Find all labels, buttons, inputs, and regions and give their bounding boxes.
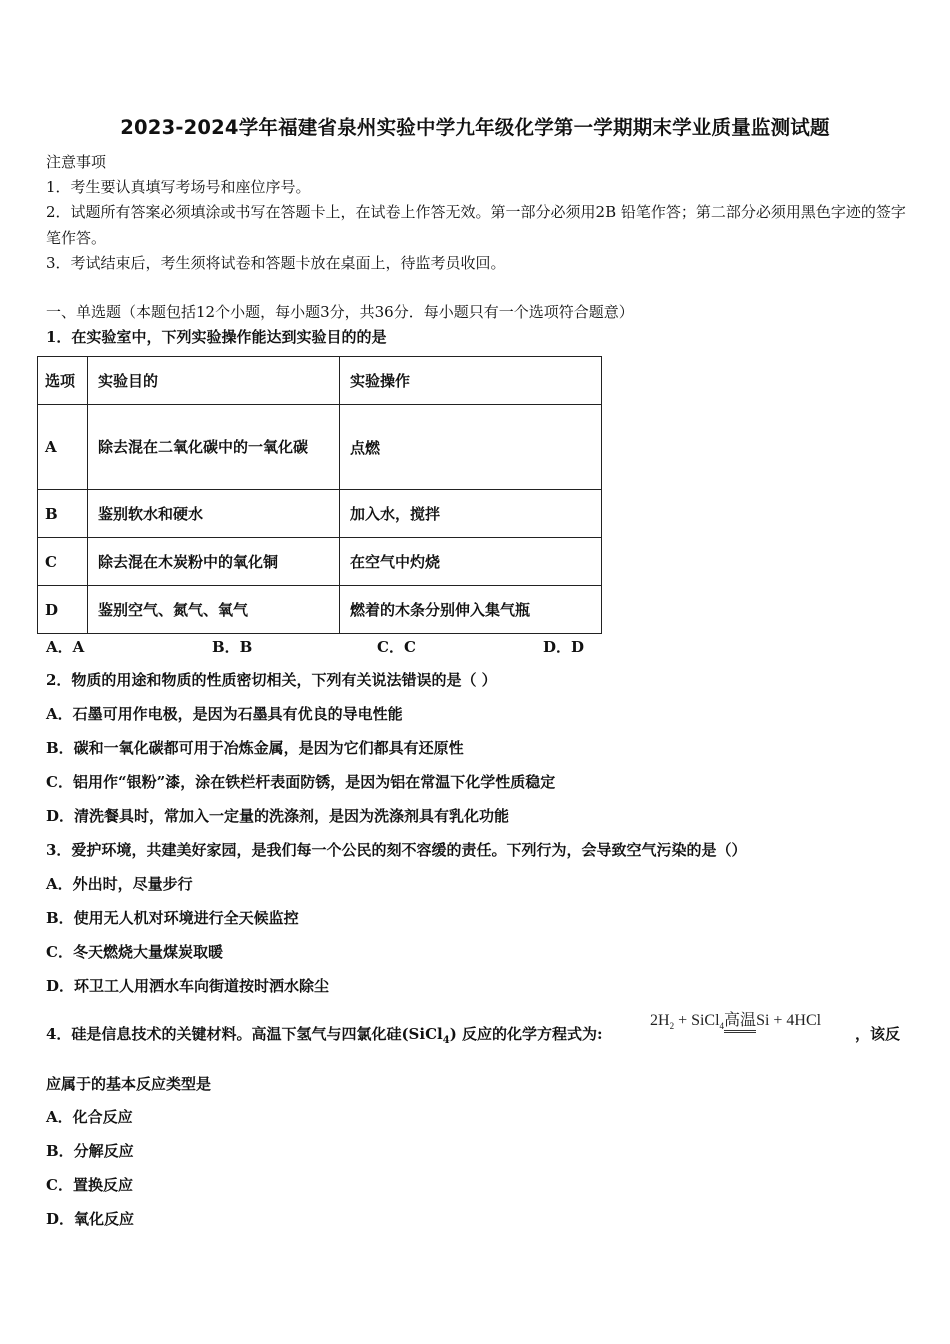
q2-option-d[interactable]: D．清洗餐具时，常加入一定量的洗涤剂，是因为洗涤剂具有乳化功能 <box>46 807 510 825</box>
q2-option-c[interactable]: C．铝用作“银粉”漆，涂在铁栏杆表面防锈，是因为铝在常温下化学性质稳定 <box>46 773 556 791</box>
q1-choices <box>46 636 606 656</box>
table-row <box>38 538 602 586</box>
q4-option-c[interactable]: C．置换反应 <box>46 1176 133 1194</box>
table-cell: 鉴别空气、氮气、氧气 <box>88 586 340 634</box>
q1-choice-d[interactable]: D．D <box>543 638 585 656</box>
q4-option-d[interactable]: D．氧化反应 <box>46 1210 135 1228</box>
table-cell: C <box>38 538 88 586</box>
q1-choice-a[interactable]: A．A <box>46 638 85 656</box>
table-header-cell: 实验操作 <box>340 357 602 405</box>
table-row <box>38 586 602 634</box>
q1-table <box>37 356 602 634</box>
table-header-cell: 选项 <box>38 357 88 405</box>
table-cell: 加入水，搅拌 <box>340 490 602 538</box>
q2-option-b[interactable]: B．碳和一氧化碳都可用于冶炼金属，是因为它们都具有还原性 <box>46 739 464 757</box>
table-cell: D <box>38 586 88 634</box>
q1-choice-b[interactable]: B．B <box>212 638 253 656</box>
table-row <box>38 490 602 538</box>
q4-option-b[interactable]: B．分解反应 <box>46 1142 134 1160</box>
chemical-equation: $2H_2$ + SiCl$_4$高温Si + 4HCl <box>650 1012 822 1032</box>
q4-stem: 4．硅是信息技术的关键材料。高温下氢气与四氯化硅(SiCl$_4$) 反应的化学方程式为: <box>46 1025 603 1046</box>
notes-heading: 注意事项 <box>46 153 107 171</box>
table-header-row <box>38 357 602 405</box>
q2-stem: 2．物质的用途和物质的性质密切相关，下列有关说法错误的是（ ） <box>46 671 497 689</box>
table-cell: 除去混在木炭粉中的氧化铜 <box>88 538 340 586</box>
table-cell: A <box>38 405 88 490</box>
table-row <box>38 405 602 490</box>
table-header-cell: 实验目的 <box>88 357 340 405</box>
q4-stem-line2: 应属于的基本反应类型是 <box>46 1075 212 1093</box>
section-heading: 一、单选题（本题包括12个小题，每小题3分，共36分．每小题只有一个选项符合题意） <box>46 303 634 321</box>
table-cell: 在空气中灼烧 <box>340 538 602 586</box>
page-title: 2023-2024学年福建省泉州实验中学九年级化学第一学期期末学业质量监测试题 <box>120 116 830 139</box>
note-item-3: 3．考试结束后，考生须将试卷和答题卡放在桌面上，待监考员收回。 <box>46 254 506 272</box>
q3-option-d[interactable]: D．环卫工人用洒水车向街道按时洒水除尘 <box>46 977 330 995</box>
note-item-1: 1．考生要认真填写考场号和座位序号。 <box>46 178 311 196</box>
table-cell: 点燃 <box>340 405 602 490</box>
table-cell: 鉴别软水和硬水 <box>88 490 340 538</box>
q3-stem: 3．爱护环境，共建美好家园，是我们每一个公民的刻不容缓的责任。下列行为，会导致空气污染的是（） <box>46 841 747 859</box>
note-item-2: 2．试题所有答案必须填涂或书写在答题卡上，在试卷上作答无效。第一部分必须用2B 铅笔作答；第二部分必须用黑色字迹的签字笔作答。 <box>46 203 906 247</box>
q4-stem-tail: ，该反 <box>855 1025 901 1043</box>
q3-option-c[interactable]: C．冬天燃烧大量煤炭取暖 <box>46 943 223 961</box>
table-cell: 燃着的木条分别伸入集气瓶 <box>340 586 602 634</box>
q4-option-a[interactable]: A．化合反应 <box>46 1108 133 1126</box>
q1-choice-c[interactable]: C．C <box>377 638 416 656</box>
table-cell: B <box>38 490 88 538</box>
q3-option-b[interactable]: B．使用无人机对环境进行全天候监控 <box>46 909 299 927</box>
q3-option-a[interactable]: A．外出时，尽量步行 <box>46 875 193 893</box>
reaction-condition: 高温 <box>724 1012 756 1033</box>
table-cell: 除去混在二氧化碳中的一氧化碳 <box>88 405 340 490</box>
q1-stem: 1．在实验室中，下列实验操作能达到实验目的的是 <box>46 328 387 346</box>
q2-option-a[interactable]: A．石墨可用作电极，是因为石墨具有优良的导电性能 <box>46 705 403 723</box>
